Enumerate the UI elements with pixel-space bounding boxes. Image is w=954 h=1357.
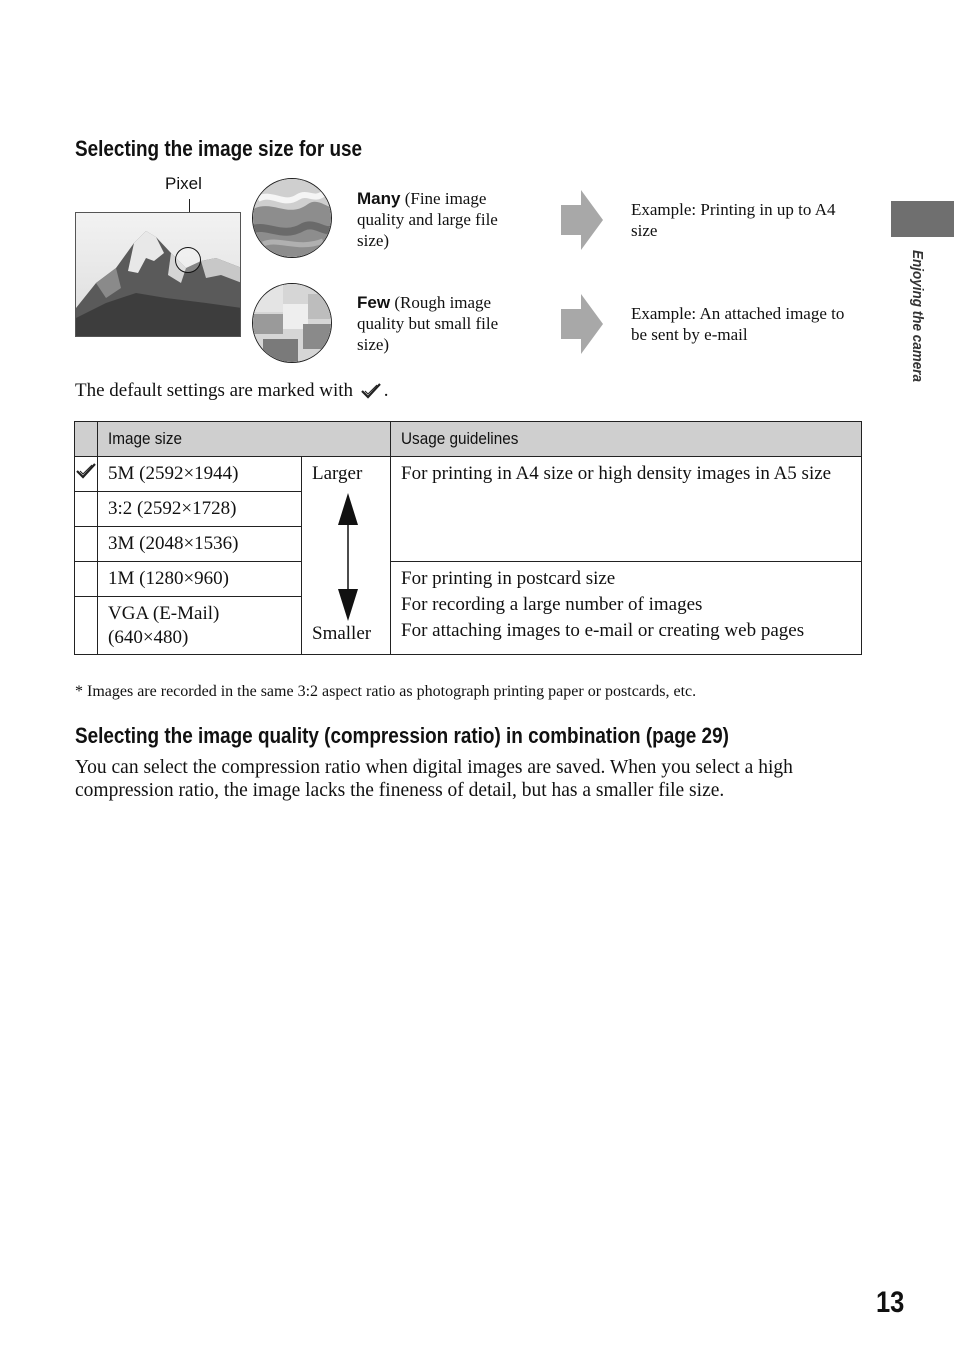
double-arrow-icon <box>336 493 360 621</box>
zoom-fine-image <box>252 178 332 258</box>
size-cell: 1M (1280×960) <box>98 562 302 597</box>
usage-many-images: For recording a large number of images <box>401 594 703 615</box>
usage-lower-cell <box>391 562 862 655</box>
size-cell: 5M (2592×1944) <box>98 457 302 492</box>
table-header-usage: Usage guidelines <box>391 422 862 457</box>
page-number: 13 <box>876 1286 905 1319</box>
table-header-default <box>75 422 98 457</box>
pixel-label: Pixel <box>165 174 202 193</box>
side-tab-label: Enjoying the camera <box>909 250 926 383</box>
image-size-table <box>74 421 862 655</box>
quality-many-detail: (Fine image quality and large file size) <box>357 189 498 250</box>
scale-larger-label: Larger <box>312 463 363 484</box>
zoom-rough-image <box>252 283 332 363</box>
body-paragraph: You can select the compression ratio when digital images are saved. When you select a high compression ratio, the image lacks the fineness of detail, but has a smaller file size. <box>75 757 793 801</box>
example-many: Example: Printing in up to A4 size <box>631 200 836 240</box>
quality-few-description <box>357 292 532 355</box>
size-cell: 3:2 (2592×1728) <box>98 492 302 527</box>
checkmark-icon <box>75 462 97 480</box>
right-arrow-icon <box>561 190 603 250</box>
size-cell: VGA (E-Mail) (640×480) <box>98 597 302 655</box>
section-heading-image-quality: Selecting the image quality (compression ratio) in combination (page 29) <box>75 723 729 748</box>
quality-many-description <box>357 188 532 251</box>
quality-few-detail: (Rough image quality but small file size) <box>357 293 499 354</box>
default-marker-cell <box>75 457 98 492</box>
quality-many-term: Many <box>357 189 401 208</box>
pixel-highlight-circle <box>175 247 201 273</box>
right-arrow-icon <box>561 294 603 354</box>
side-tab-marker <box>891 201 954 237</box>
usage-postcard: For printing in postcard size <box>401 568 616 589</box>
size-cell: 3M (2048×1536) <box>98 527 302 562</box>
section-heading-image-size: Selecting the image size for use <box>75 136 363 161</box>
checkmark-icon <box>360 382 382 400</box>
footnote: * Images are recorded in the same 3:2 aspect ratio as photograph printing paper or postcards, etc. <box>75 683 697 700</box>
table-row <box>75 457 862 492</box>
table-row <box>75 562 862 597</box>
default-settings-note: The default settings are marked with . <box>75 380 389 401</box>
usage-high-density: For printing in A4 size or high density images in A5 size <box>391 457 862 562</box>
mountain-photo <box>75 212 241 337</box>
example-few: Example: An attached image to be sent by e-mail <box>631 304 845 344</box>
quality-few-term: Few <box>357 293 391 312</box>
scale-smaller-label: Smaller <box>312 623 372 644</box>
usage-email-web: For attaching images to e-mail or creating web pages <box>401 620 805 641</box>
table-header-size: Image size <box>98 422 391 457</box>
size-scale-cell <box>302 457 391 655</box>
